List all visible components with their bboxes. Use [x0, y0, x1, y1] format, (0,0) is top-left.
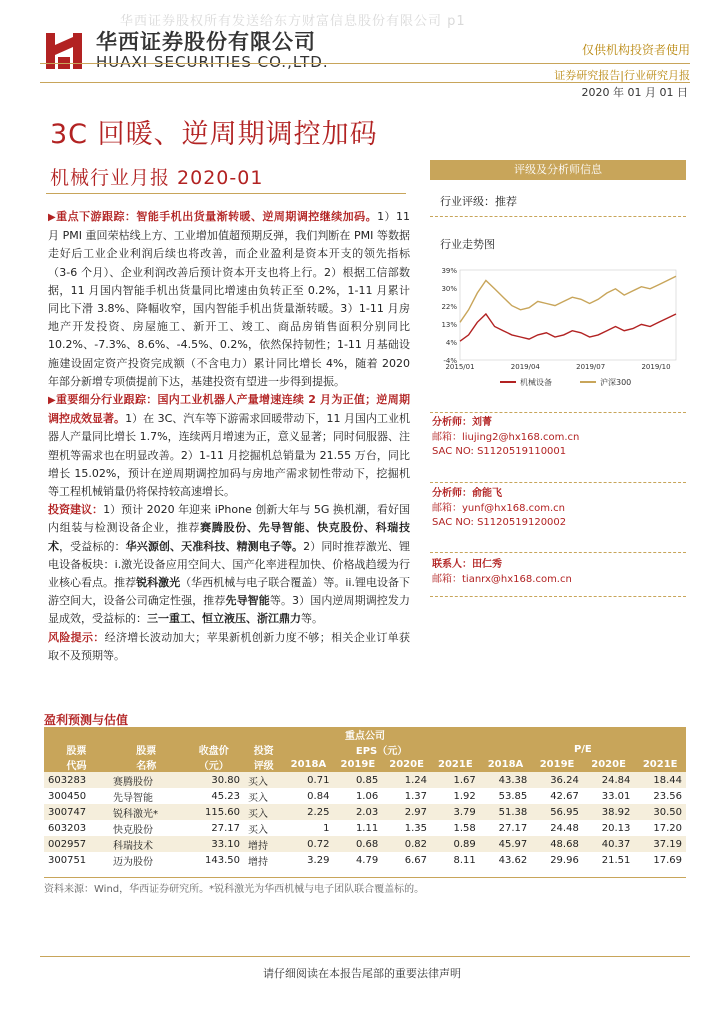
cell-pe: 43.38	[480, 772, 532, 788]
cell-pe: 51.38	[480, 804, 532, 820]
cell-rating: 买入	[248, 792, 268, 804]
cell-eps: 6.67	[404, 854, 427, 866]
highlighted-stocks: 先导智能	[225, 594, 270, 608]
paragraph-risk	[48, 629, 410, 665]
col-price: （元）	[184, 757, 244, 772]
legend-label: 机械设备	[520, 378, 552, 387]
cell-eps: 0.84	[307, 790, 330, 802]
cell-eps: 1.58	[453, 822, 476, 834]
x-tick-label: 2019/04	[510, 363, 540, 371]
triangle-bullet-icon: ▶	[48, 212, 57, 223]
cell-eps: 0.71	[283, 772, 333, 788]
cell-name: 科瑞技术	[109, 836, 184, 852]
cell-pe: 45.97	[480, 836, 532, 852]
analyst-name: 分析师：俞能飞	[432, 488, 502, 499]
report-date: 2020 年 01 月 01 日	[581, 86, 688, 99]
cell-eps: 0.82	[382, 836, 431, 852]
analyst-sac: SAC NO: S1120519120002	[432, 517, 567, 528]
cell-eps: 3.79	[431, 804, 480, 820]
col-pe: P/E	[480, 742, 686, 757]
cell-pe: 48.68	[531, 836, 583, 852]
cell-eps: 3.29	[307, 854, 330, 866]
paragraph-lead: 重要细分行业跟踪：国内工业机器人产量增速连续 2 月为正值；逆周期调控成效显著。	[48, 393, 410, 426]
audience-note: 仅供机构投资者使用	[581, 43, 690, 57]
x-tick-label: 2015/01	[445, 363, 475, 371]
trend-chart-title: 行业走势图	[440, 238, 495, 251]
cell-eps: 1.24	[382, 772, 431, 788]
col-year: 2018A	[480, 757, 532, 772]
cell-name: 赛腾股份	[109, 772, 184, 788]
industry-trend-chart	[430, 262, 686, 397]
cell-price: 30.80	[184, 772, 244, 788]
contact-name: 联系人：田仁秀	[432, 559, 502, 570]
cell-eps: 2.25	[283, 804, 333, 820]
industry-rating: 行业评级：推荐	[440, 195, 517, 208]
table-row	[44, 836, 686, 852]
cell-pe: 24.84	[583, 772, 635, 788]
cell-rating: 买入	[248, 824, 268, 836]
table-row	[44, 788, 686, 804]
cell-eps: 4.79	[355, 854, 379, 866]
col-year: 2021E	[431, 757, 480, 772]
header-divider-top	[40, 63, 690, 64]
paragraph-text: ，受益标的：	[59, 539, 126, 553]
cell-name: 锐科激光*	[109, 804, 184, 820]
watermark: 华西证券股权所有发送给东方财富信息股份有限公司 p1	[120, 14, 466, 29]
cell-pe: 53.85	[498, 790, 528, 802]
company-name-en: HUAXI SECURITIES CO.,LTD.	[96, 53, 329, 71]
cell-pe: 20.13	[601, 822, 631, 834]
y-tick-label: 39%	[441, 267, 457, 275]
table-source-note: 资料来源：Wind，华西证券研究所。*锐科激光为华西机械与电子团队联合覆盖标的。	[44, 884, 425, 895]
sidebar	[430, 160, 686, 180]
cell-pe: 17.69	[653, 854, 682, 866]
cell-pe: 29.96	[550, 854, 579, 866]
report-category: 证券研究报告|行业研究月报	[554, 69, 690, 82]
paragraph-text: 2）同时推荐激光、锂电设备板块：i.激光设备应用空间大、国产化率进程加快、价格战趋缓为行业核心看点。推荐	[48, 539, 410, 590]
col-rating: 评级	[244, 757, 283, 772]
col-year: 2018A	[283, 757, 333, 772]
cell-eps: 1.06	[355, 790, 379, 802]
legend-label: 沪深300	[600, 378, 632, 387]
paragraph-lead: 重点下游跟踪：智能手机出货量渐转暖、逆周期调控继续加码。	[56, 210, 378, 223]
cell-eps: 1.11	[355, 822, 379, 834]
paragraph-investment	[48, 501, 410, 628]
paragraph-text: 等。	[301, 612, 323, 626]
sidebar-divider	[430, 482, 686, 483]
cell-eps: 2.97	[382, 804, 431, 820]
cell-code: 300751	[48, 854, 87, 866]
company-name-cn: 华西证券股份有限公司	[96, 30, 316, 54]
cell-pe: 38.92	[583, 804, 635, 820]
analyst-name: 分析师：刘菁	[432, 417, 492, 428]
cell-rating: 增持	[248, 856, 268, 868]
cell-pe: 56.95	[531, 804, 583, 820]
cell-eps: 0.89	[431, 836, 480, 852]
cell-eps: 0.72	[283, 836, 333, 852]
highlighted-stocks: 赛腾股份、先导智能、快克股份、科瑞技术	[48, 521, 411, 553]
company-logo-mark	[44, 27, 84, 71]
cell-price: 45.23	[211, 790, 240, 802]
x-tick-label: 2019/07	[576, 363, 606, 371]
cell-eps: 2.03	[333, 804, 382, 820]
legal-notice: 请仔细阅读在本报告尾部的重要法律声明	[263, 967, 461, 980]
report-title: 3C 回暖、逆周期调控加码	[50, 119, 378, 150]
analyst-2	[432, 487, 566, 531]
paragraph-lead: 风险提示：	[48, 630, 105, 644]
y-tick-label: 13%	[441, 321, 457, 329]
contact-email: 邮箱：tianrx@hx168.com.cn	[432, 573, 572, 585]
cell-pe: 43.62	[498, 854, 528, 866]
col-price: 收盘价	[184, 742, 244, 757]
cell-eps: 8.11	[453, 854, 476, 866]
cell-eps: 0.68	[333, 836, 382, 852]
cell-pe: 33.01	[601, 790, 631, 802]
table-bottom-rule	[44, 877, 686, 878]
series-line-hs300	[460, 276, 676, 322]
cell-pe: 30.50	[634, 804, 686, 820]
analyst-email: 邮箱：liujing2@hx168.com.cn	[432, 431, 580, 443]
cell-pe: 18.44	[634, 772, 686, 788]
cell-pe: 36.24	[531, 772, 583, 788]
y-tick-label: 30%	[441, 285, 457, 293]
cell-name: 快克股份	[112, 824, 153, 836]
cell-code: 002957	[44, 836, 109, 852]
y-tick-label: 4%	[445, 339, 457, 347]
col-rating: 投资	[244, 742, 283, 757]
table-row	[44, 852, 686, 868]
highlighted-stocks: 锐科激光	[136, 576, 181, 590]
cell-code: 300450	[48, 790, 87, 802]
cell-pe: 37.19	[634, 836, 686, 852]
cell-name: 迈为股份	[112, 856, 153, 868]
analyst-email: 邮箱：yunf@hx168.com.cn	[432, 502, 566, 514]
cell-pe: 24.48	[550, 822, 579, 834]
paragraph-text: 等。3）国内逆周期调控发力显成效，受益标的：	[48, 594, 410, 626]
sidebar-heading: 评级及分析师信息	[430, 160, 686, 180]
cell-eps: 1	[323, 822, 330, 834]
cell-eps: 1.35	[404, 822, 427, 834]
table-section-title: 盈利预测与估值	[44, 713, 129, 727]
sidebar-divider	[430, 596, 686, 597]
table-row	[44, 804, 686, 820]
cell-price: 33.10	[184, 836, 244, 852]
paragraph-text: 1）在 3C、汽车等下游需求回暖带动下，11 月国内工业机器人产量同比增长 1.7%，连续两月增速为正，意义显著；同时伺服器、注塑机等需求也在明显改善。2）1-11 月挖掘机总销量为 21.55 万台，同比增长 15.02%，预计在逆周期调控加码与房地产需求韧性带动下，挖掘机等工程机械销量仍将保持较高速增长。	[48, 412, 411, 499]
cell-pe: 23.56	[653, 790, 682, 802]
cell-price: 143.50	[205, 854, 240, 866]
cell-pe: 17.20	[653, 822, 682, 834]
cell-code: 603283	[44, 772, 109, 788]
cell-pe: 27.17	[498, 822, 528, 834]
col-year: 2019E	[531, 757, 583, 772]
col-year: 2020E	[382, 757, 431, 772]
cell-code: 603203	[48, 822, 87, 834]
cell-pe: 42.67	[550, 790, 579, 802]
col-code: 股票	[44, 742, 109, 757]
report-subtitle: 机械行业月报 2020-01	[50, 167, 264, 189]
col-code: 代码	[44, 757, 109, 772]
triangle-bullet-icon: ▶	[48, 395, 56, 407]
cell-pe: 40.37	[583, 836, 635, 852]
report-body	[48, 208, 410, 665]
cell-eps: 1.67	[431, 772, 480, 788]
series-line-machinery	[460, 314, 676, 341]
table-row	[44, 772, 686, 788]
header-divider-bottom	[40, 82, 690, 83]
cell-price: 27.17	[211, 822, 240, 834]
col-name: 股票	[109, 742, 184, 757]
cell-pe: 21.51	[601, 854, 631, 866]
sidebar-divider	[430, 412, 686, 413]
table-row	[44, 820, 686, 836]
highlighted-stocks: 华兴源创、天准科技、精测电子等。	[125, 539, 304, 553]
paragraph-text: 1）预计 2020 年迎来 iPhone 创新大年与 5G 换机潮，看好国内组装与检测设备企业，推荐	[48, 503, 411, 535]
footer-divider	[40, 956, 690, 957]
cell-eps: 1.37	[404, 790, 427, 802]
cell-name: 先导智能	[112, 792, 153, 804]
analyst-sac: SAC NO: S1120519110001	[432, 446, 567, 457]
cell-rating: 买入	[244, 804, 283, 820]
cell-price: 115.60	[184, 804, 244, 820]
paragraph-text: （华西机械与电子联合覆盖）等。ii.锂电设备下游空间大，设备公司确定性强，推荐	[48, 576, 411, 608]
analyst-1	[432, 416, 579, 460]
col-year: 2021E	[634, 757, 686, 772]
paragraph-text: 1）11 月 PMI 重回荣枯线上方、工业增加值超预期反弹，我们判断在 PMI 等数据走好后工业企业利润后续也将改善，而企业盈利是资本开支的领先指标（3-6 个月）、企业利润改善后预计资本开支也将上行。2）根据工信部数据，11 月国内智能手机出货量同比增速由负转正至 0.2%，1-11 月累计同比下滑 3.8%、降幅收窄，国内智能手机出货量渐转暖。3）1-11 月房地产开发投资、房屋施工、新开工、竣工、商品房销售面积分别同比 10.2%、-7.3%、8.6%、-4.5%、0.2%，依然保持韧性；1-11 月基础设施建设固定资产投资完成额（不含电力）累计同比增长 4%，随着 2020 年部分新增专项债提前下达，基建投资有望进一步得到提振。	[48, 210, 410, 388]
sidebar-divider	[430, 552, 686, 553]
col-year: 2020E	[583, 757, 635, 772]
highlighted-stocks: 三一重工、恒立液压、浙江鼎力	[147, 612, 301, 626]
y-tick-label: 22%	[441, 303, 457, 311]
x-tick-label: 2019/10	[641, 363, 671, 371]
cell-code: 300747	[44, 804, 109, 820]
valuation-table	[44, 727, 686, 868]
paragraph-lead: 投资建议：	[48, 503, 104, 517]
cell-rating: 增持	[244, 836, 283, 852]
cell-rating: 买入	[244, 772, 283, 788]
y-tick-label: -4%	[443, 357, 457, 365]
table-group-header: 重点公司	[44, 727, 686, 742]
col-year: 2019E	[333, 757, 382, 772]
subtitle-divider	[46, 193, 406, 194]
paragraph-subsector	[48, 391, 410, 501]
sidebar-divider	[430, 216, 686, 217]
paragraph-text: 经济增长波动加大；苹果新机创新力度不够；相关企业订单获取不及预期等。	[48, 630, 411, 662]
col-name: 名称	[109, 757, 184, 772]
paragraph-downstream	[48, 208, 410, 391]
cell-eps: 0.85	[333, 772, 382, 788]
col-eps: EPS（元）	[283, 742, 479, 757]
cell-eps: 1.92	[453, 790, 476, 802]
contact-person	[432, 558, 572, 587]
chart-plot-frame	[460, 270, 676, 360]
